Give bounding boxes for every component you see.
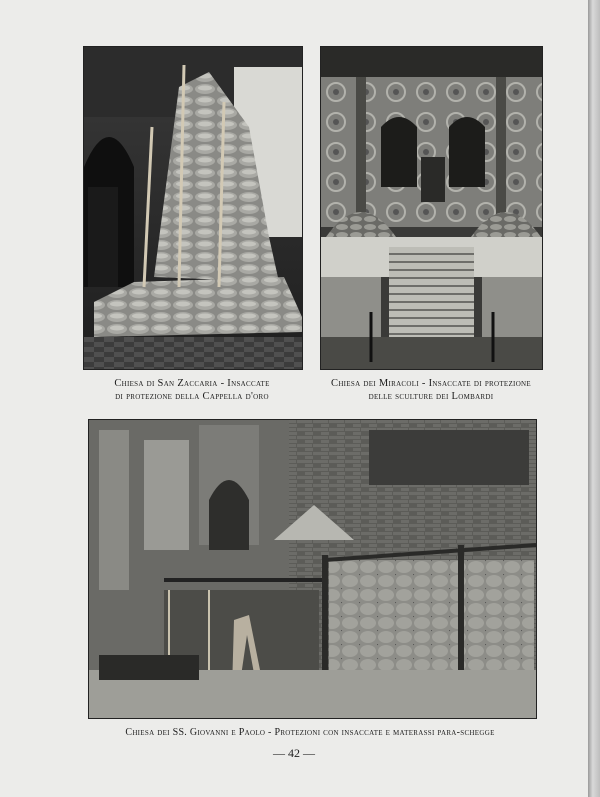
caption-san-zaccaria-line2: di protezione della Cappella d'oro xyxy=(115,391,269,402)
page-number: — 42 — xyxy=(273,746,315,760)
miracoli-altar-image xyxy=(321,47,542,369)
caption-miracoli-line1: Chiesa dei Miracoli - Insaccate di protezione xyxy=(331,378,531,389)
caption-san-zaccaria-line1: Chiesa di San Zaccaria - Insaccate xyxy=(114,378,270,389)
photo-san-zaccaria xyxy=(83,46,303,370)
caption-san-zaccaria xyxy=(83,377,301,403)
page-edge-shadow xyxy=(588,0,600,797)
caption-miracoli xyxy=(314,377,548,403)
giovanni-paolo-image xyxy=(89,420,536,718)
caption-miracoli-line2: delle sculture dei Lombardi xyxy=(368,391,494,402)
caption-giovanni-paolo xyxy=(60,726,560,739)
photo-giovanni-paolo xyxy=(88,419,537,719)
sandbag-pyramid-image xyxy=(84,47,302,369)
photo-miracoli xyxy=(320,46,543,370)
caption-giovanni-paolo-text: Chiesa dei SS. Giovanni e Paolo - Protezioni con insaccate e materassi para-schegge xyxy=(125,727,495,738)
